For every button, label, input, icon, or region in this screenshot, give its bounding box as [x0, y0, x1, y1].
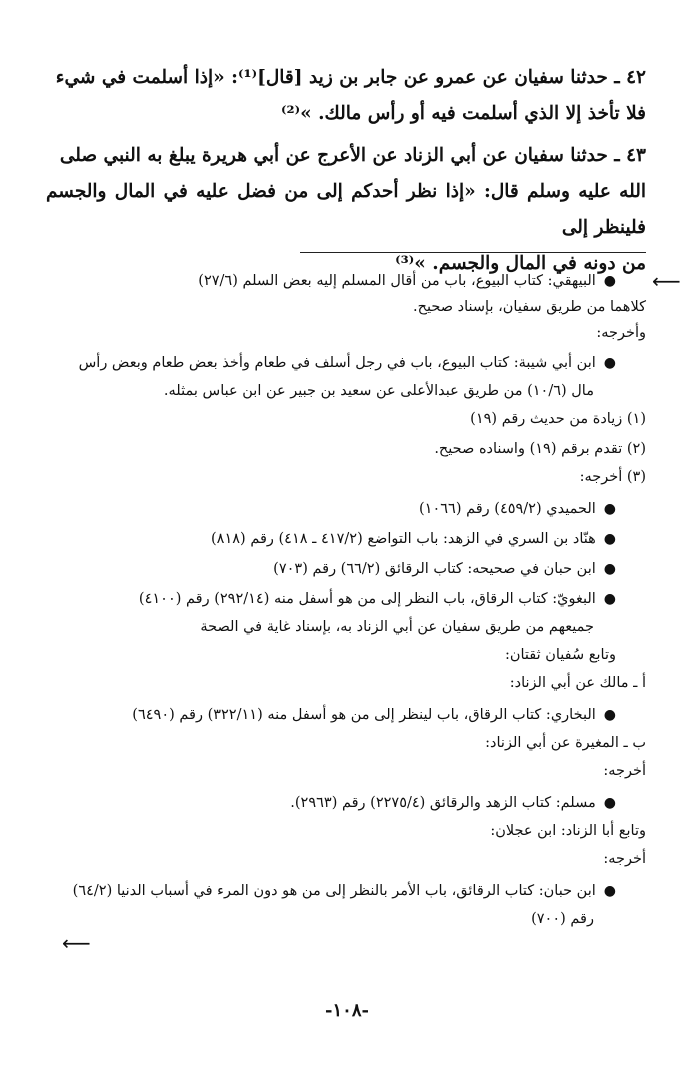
hadith-43-line1: ٤٣ ـ حدثنا سفيان عن أبي الزناد عن الأعرج عن أبي هريرة يبلغ به النبي صلى — [59, 145, 646, 166]
footnotes — [46, 270, 646, 930]
footnote-line: (١) زيادة من حديث رقم (١٩) — [470, 411, 646, 427]
footnote-line: ● ابن حبان: كتاب الرقائق، باب الأمر بالنظر إلى من هو دون المرء في أسباب الدنيا (٦٤/٢) — [46, 880, 646, 902]
hadith-43-line3: من دونه في المال والجسم. »⁽³⁾ — [395, 253, 646, 274]
footnote-line: وتابع أبا الزناد: ابن عجلان: — [490, 823, 646, 839]
footnote-line: ● هنّاد بن السري في الزهد: باب التواضع (٤١٧/٢ ـ ٤١٨) رقم (٨١٨) — [46, 528, 646, 550]
continuation-arrow-icon: ⟵ — [62, 931, 91, 955]
footnote-line: (٣) أخرجه: — [579, 469, 646, 485]
footnote-line: (٢) تقدم برقم (١٩) واسناده صحيح. — [434, 441, 646, 457]
footnote-line: ب ـ المغيرة عن أبي الزناد: — [485, 735, 646, 751]
hadith-42 — [46, 60, 646, 132]
continuation-arrow-icon: ⟵ — [652, 269, 681, 293]
footnote-separator — [300, 252, 646, 253]
footnote-line: أخرجه: — [603, 851, 646, 867]
footnote-line: ● البيهقي: كتاب البيوع، باب من أقال المسلم إليه بعض السلم (٢٧/٦) — [46, 270, 646, 292]
hadith-43-line2: الله عليه وسلم قال: «إذا نظر أحدكم إلى من فضل عليه في المال والجسم فلينظر إلى — [46, 181, 646, 238]
footnote-line: ● البغويّ: كتاب الرقاق، باب النظر إلى من هو أسفل منه (٢٩٢/١٤) رقم (٤١٠٠) — [46, 588, 646, 610]
footnote-line: ● البخاري: كتاب الرقاق، باب لينظر إلى من هو أسفل منه (٣٢٢/١١) رقم (٦٤٩٠) — [46, 704, 646, 726]
hadith-43 — [46, 138, 646, 282]
footnote-line: جميعهم من طريق سفيان عن أبي الزناد به، بإسناد غاية في الصحة — [200, 619, 594, 635]
footnote-line: رقم (٧٠٠) — [531, 911, 594, 927]
hadith-42-line2: فلا تأخذ إلا الذي أسلمت فيه أو رأس مالك. »⁽²⁾ — [280, 103, 646, 124]
hadith-42-line1: ٤٢ ـ حدثنا سفيان عن عمرو عن جابر بن زيد [قال]⁽¹⁾: «إذا أسلمت في شيء — [55, 67, 646, 88]
footnote-line: كلاهما من طريق سفيان، بإسناد صحيح. — [413, 299, 646, 315]
footnote-line: مال (١٠/٦) من طريق عبدالأعلى عن سعيد بن جبير عن ابن عباس بمثله. — [163, 383, 594, 399]
footnote-line: أ ـ مالك عن أبي الزناد: — [509, 675, 646, 691]
footnote-line: وتابع سُفيان ثقتان: — [504, 647, 616, 663]
footnote-line: ● ابن أبي شيبة: كتاب البيوع، باب في رجل أسلف في طعام وأخذ بعض طعام وبعض رأس — [46, 352, 646, 374]
page-number: -١٠٨- — [325, 1000, 369, 1021]
footnote-line: ● مسلم: كتاب الزهد والرقائق (٢٢٧٥/٤) رقم (٢٩٦٣). — [46, 792, 646, 814]
footnote-line: أخرجه: — [603, 763, 646, 779]
footnote-line: وأخرجه: — [596, 325, 646, 341]
footnote-line: ● ابن حبان في صحيحه: كتاب الرقائق (٦٦/٢) رقم (٧٠٣) — [46, 558, 646, 580]
footnote-line: ● الحميدي (٤٥٩/٢) رقم (١٠٦٦) — [46, 498, 646, 520]
